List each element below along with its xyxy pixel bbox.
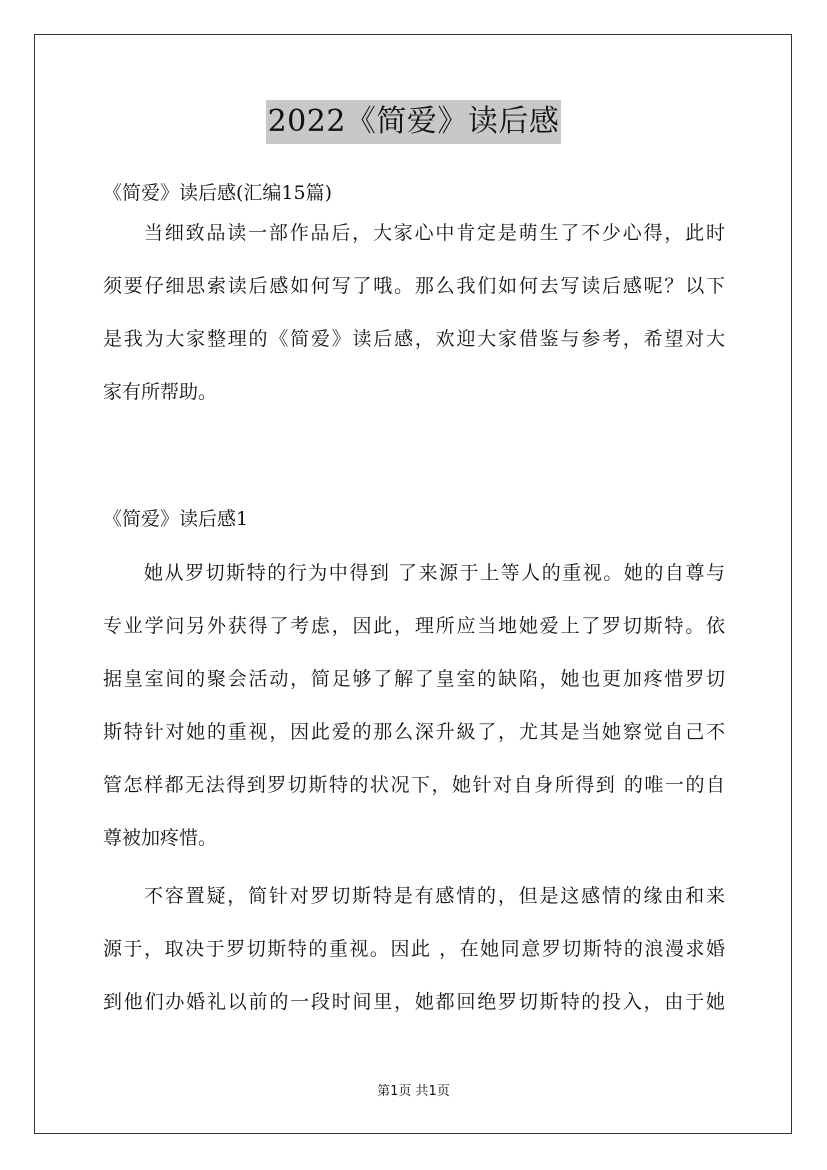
intro-line: 须要仔细思索读后感如何写了哦。那么我们如何去写读后感呢？以下 [103, 275, 725, 297]
body-paragraph-1 [103, 547, 725, 865]
paragraph-line: 斯特针对她的重视，因此爱的那么深升級了，尤其是当她察觉自己不 [103, 721, 725, 743]
paragraph-line: 到他们办婚礼以前的一段时间里，她都回绝罗切斯特的投入，由于她 [103, 991, 725, 1013]
paragraph-line: 尊被加疼惜。 [103, 827, 218, 849]
intro-line: 是我为大家整理的《简爱》读后感，欢迎大家借鉴与参考，希望对大 [103, 328, 725, 350]
section-heading: 《简爱》读后感1 [103, 508, 249, 530]
paragraph-line: 专业学问另外获得了考虑，因此，理所应当地她爱上了罗切斯特。依 [103, 615, 725, 637]
page-footer: 第1页 共1页 [377, 1084, 450, 1099]
intro-paragraph [103, 207, 725, 419]
title-container [0, 100, 827, 144]
paragraph-line: 她从罗切斯特的行为中得到 了来源于上等人的重视。她的自尊与 [144, 562, 725, 584]
intro-line: 当细致品读一部作品后，大家心中肯定是萌生了不少心得，此时 [144, 222, 725, 244]
intro-line: 家有所帮助。 [103, 381, 218, 403]
document-title: 2022《简爱》读后感 [266, 100, 562, 144]
paragraph-line: 不容置疑，简针对罗切斯特是有感情的，但是这感情的缘由和来 [144, 885, 725, 907]
document-subtitle: 《简爱》读后感(汇编15篇) [103, 182, 333, 204]
paragraph-line: 源于，取决于罗切斯特的重视。因此 ，在她同意罗切斯特的浪漫求婚 [103, 938, 725, 960]
paragraph-line: 管怎样都无法得到罗切斯特的状况下，她针对自身所得到 的唯一的自 [103, 774, 725, 796]
paragraph-line: 据皇室间的聚会活动，简足够了解了皇室的缺陷，她也更加疼惜罗切 [103, 668, 725, 690]
body-paragraph-2 [103, 870, 725, 1029]
